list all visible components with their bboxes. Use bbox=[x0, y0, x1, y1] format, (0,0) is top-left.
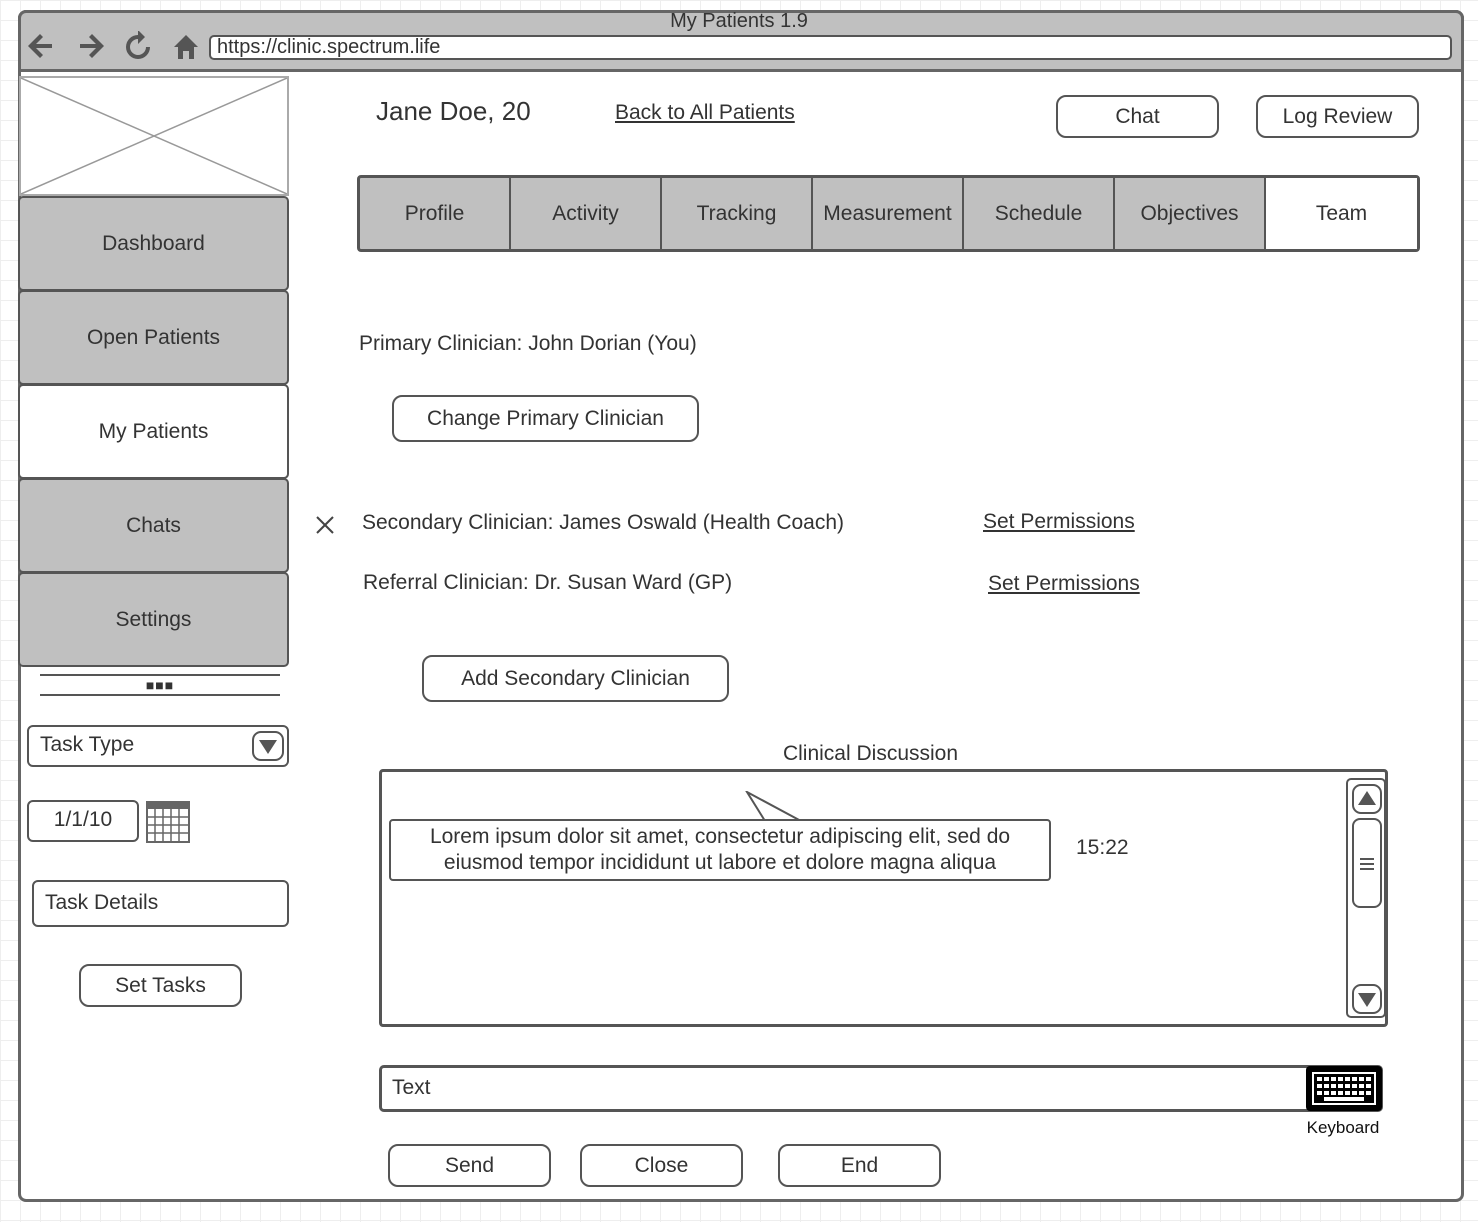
task-type-value: Task Type bbox=[40, 733, 135, 756]
back-to-all-patients-link[interactable]: Back to All Patients bbox=[615, 101, 795, 124]
change-primary-clinician-button[interactable]: Change Primary Clinician bbox=[392, 395, 699, 442]
scroll-down-icon[interactable] bbox=[1352, 984, 1382, 1019]
window-title: My Patients 1.9 bbox=[670, 10, 808, 32]
sidebar-item-dashboard[interactable] bbox=[18, 196, 289, 291]
tab-measurement[interactable]: Measurement bbox=[813, 178, 964, 249]
more-icon[interactable]: ■■■ bbox=[145, 677, 175, 693]
sidebar-divider bbox=[40, 674, 280, 676]
tab-tracking[interactable]: Tracking bbox=[662, 178, 813, 249]
secondary-clinician-label: Secondary Clinician: James Oswald (Health Coach) bbox=[362, 511, 845, 534]
keyboard-icon[interactable] bbox=[1306, 1066, 1382, 1111]
patient-tabs bbox=[357, 175, 1420, 252]
set-permissions-link-secondary[interactable]: Set Permissions bbox=[983, 510, 1135, 533]
log-review-button[interactable]: Log Review bbox=[1256, 95, 1419, 138]
message-line: eiusmod tempor incididunt ut labore et dolore magna aliqua bbox=[443, 851, 997, 874]
reload-icon[interactable] bbox=[122, 31, 154, 69]
discussion-scrollbar[interactable] bbox=[1346, 778, 1386, 1018]
tab-activity[interactable]: Activity bbox=[511, 178, 662, 249]
home-icon[interactable] bbox=[172, 33, 200, 67]
sidebar-item-label: Chats bbox=[126, 513, 181, 537]
task-details-field[interactable]: Task Details bbox=[32, 880, 289, 927]
sidebar-item-label: Dashboard bbox=[102, 231, 205, 255]
close-button[interactable]: Close bbox=[580, 1144, 743, 1187]
message-input[interactable]: Text bbox=[379, 1065, 1383, 1112]
logo-placeholder bbox=[19, 76, 289, 196]
chat-button[interactable]: Chat bbox=[1056, 95, 1219, 138]
sidebar-item-chats[interactable] bbox=[18, 478, 289, 573]
scroll-thumb[interactable] bbox=[1352, 818, 1382, 908]
add-secondary-clinician-button[interactable]: Add Secondary Clinician bbox=[422, 655, 729, 702]
sidebar-item-settings[interactable] bbox=[18, 572, 289, 667]
task-type-select[interactable] bbox=[27, 725, 289, 767]
tab-team[interactable]: Team bbox=[1266, 178, 1417, 249]
message-line: Lorem ipsum dolor sit amet, consectetur adipiscing elit, sed do bbox=[429, 825, 1011, 848]
sidebar-item-my-patients[interactable] bbox=[18, 384, 289, 479]
bubble-tail-cover bbox=[1054, 822, 1084, 828]
sidebar-item-open-patients[interactable] bbox=[18, 290, 289, 385]
set-tasks-button[interactable]: Set Tasks bbox=[79, 964, 242, 1007]
primary-clinician-label: Primary Clinician: John Dorian (You) bbox=[359, 332, 697, 355]
clinical-discussion-title: Clinical Discussion bbox=[782, 742, 959, 765]
sidebar-divider bbox=[40, 694, 280, 696]
keyboard-label: Keyboard bbox=[1306, 1118, 1380, 1137]
tab-objectives[interactable]: Objectives bbox=[1115, 178, 1266, 249]
date-field[interactable]: 1/1/10 bbox=[27, 800, 139, 842]
set-permissions-link-referral[interactable]: Set Permissions bbox=[988, 572, 1140, 595]
scroll-up-icon[interactable] bbox=[1352, 784, 1382, 819]
calendar-icon[interactable] bbox=[146, 800, 190, 849]
chevron-down-icon bbox=[252, 731, 284, 773]
discussion-panel bbox=[379, 769, 1388, 1027]
end-button[interactable]: End bbox=[778, 1144, 941, 1187]
address-bar[interactable]: https://clinic.spectrum.life bbox=[209, 35, 1452, 60]
sidebar-item-label: Settings bbox=[115, 607, 192, 631]
sidebar-item-label: Open Patients bbox=[86, 325, 221, 349]
message-timestamp: 15:22 bbox=[1076, 836, 1129, 859]
forward-arrow-icon[interactable] bbox=[76, 31, 106, 67]
patient-name: Jane Doe, 20 bbox=[376, 96, 531, 126]
tab-schedule[interactable]: Schedule bbox=[964, 178, 1115, 249]
sidebar-item-label: My Patients bbox=[98, 419, 209, 443]
tab-profile[interactable]: Profile bbox=[360, 178, 511, 249]
message-bubble bbox=[389, 819, 1051, 881]
referral-clinician-label: Referral Clinician: Dr. Susan Ward (GP) bbox=[363, 571, 733, 594]
send-button[interactable]: Send bbox=[388, 1144, 551, 1187]
back-arrow-icon[interactable] bbox=[26, 31, 56, 67]
remove-icon[interactable] bbox=[314, 514, 336, 541]
